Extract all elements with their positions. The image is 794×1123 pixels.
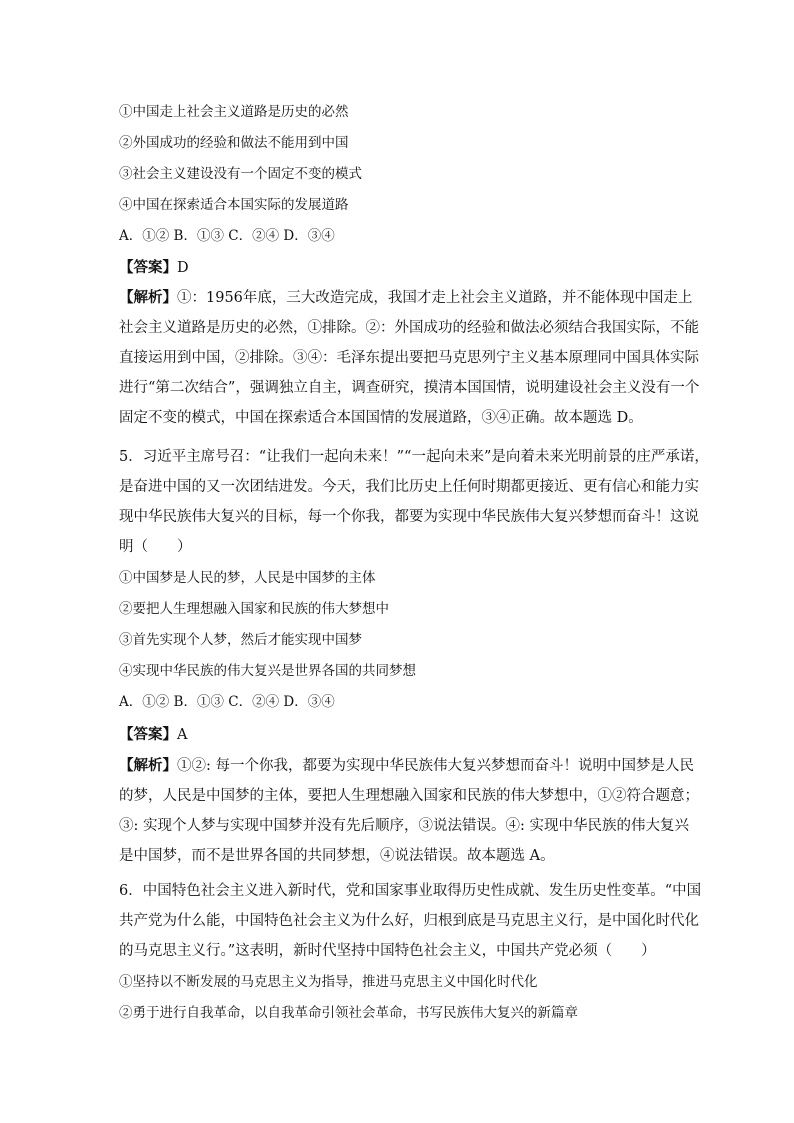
q4-analysis-line-2: 社会主义道路是历史的必然，①排除。②：外国成功的经验和做法必须结合我国实际，不能 [119,320,699,336]
q4-analysis-label: 【解析】 [119,289,177,306]
q5-answer-value: A [177,727,188,743]
q4-option-4: ④中国在探索适合本国实际的发展道路 [119,197,349,213]
q5-option-2: ②要把人生理想融入国家和民族的伟大梦想中 [119,601,389,617]
q5-choices: A．①② B．①③ C．②④ D．③④ [119,694,335,710]
q6-options [119,967,679,1029]
q5-options [119,563,679,718]
q4-analysis [119,283,700,433]
q5-analysis-line-3: ③: 实现个人梦与实现中国梦并没有先后顺序，③说法错误。④: 实现中华民族的伟大复兴 [119,818,689,834]
q5-option-1: ①中国梦是人民的梦，人民是中国梦的主体 [119,570,376,586]
q5-stem-line-3: 现中华民族伟大复兴的目标，每一个你我，都要为实现中华民族伟大复兴梦想而奋斗！这说 [119,509,699,525]
q5-analysis-line-2: 的梦，人民是中国梦的主体，要把人生理想融入国家和民族的伟大梦想中，①②符合题意； [119,788,699,804]
q5-analysis-line-4: 是中国梦，而不是世界各国的共同梦想，④说法错误。故本题选 A。 [119,848,555,864]
q4-answer-value: D [177,260,189,276]
q4-analysis-line-3: 直接运用到中国，②排除。③④：毛泽东提出要把马克思列宁主义基本原理同中国具体实际 [119,350,699,366]
q6-stem [119,876,702,966]
q5-stem-line-1: 5．习近平主席号召：“让我们一起向未来！”“一起向未来”是向着未来光明前景的庄严承诺， [119,449,709,465]
q5-analysis-line-1: ①②: 每一个你我，都要为实现中华民族伟大复兴梦想而奋斗！说明中国梦是人民 [177,758,694,774]
q4-option-3: ③社会主义建设没有一个固定不变的模式 [119,166,362,182]
q4-answer-label: 【答案】 [119,259,177,276]
q4-options [119,97,679,252]
q5-option-4: ④实现中华民族的伟大复兴是世界各国的共同梦想 [119,663,416,679]
q6-stem-line-2: 共产党为什么能，中国特色社会主义为什么好，归根到底是马克思主义行，是中国化时代化 [119,913,699,929]
q6-stem-line-3: 的马克思主义行。”这表明，新时代坚持中国特色社会主义，中国共产党必须（ ） [119,943,656,959]
q5-analysis [119,751,699,871]
q4-analysis-line-1: ①：1956年底，三大改造完成，我国才走上社会主义道路，并不能体现中国走上 [177,290,693,306]
q5-stem [119,442,709,562]
q4-analysis-line-5: 固定不变的模式，中国在探索适合本国国情的发展道路，③④正确。故本题选 D。 [119,410,643,426]
q5-analysis-label: 【解析】 [119,757,177,774]
q5-option-3: ③首先实现个人梦，然后才能实现中国梦 [119,632,362,648]
q5-answer [119,719,679,750]
q4-option-1: ①中国走上社会主义道路是历史的必然 [119,104,349,120]
q4-analysis-line-4: 进行“第二次结合”，强调独立自主，调查研究，摸清本国国情，说明建设社会主义没有一个 [119,380,700,396]
q5-stem-line-2: 是奋进中国的又一次团结进发。今天，我们比历史上任何时期都更接近、更有信心和能力实 [119,479,699,495]
q6-stem-line-1: 6．中国特色社会主义进入新时代，党和国家事业取得历史性成就、发生历史性变革。“中国 [119,883,702,899]
q5-stem-line-4: 明（ ） [119,539,192,555]
q4-option-2: ②外国成功的经验和做法不能用到中国 [119,135,349,151]
q5-answer-label: 【答案】 [119,726,177,743]
q6-option-2: ②勇于进行自我革命，以自我革命引领社会革命，书写民族伟大复兴的新篇章 [119,1005,578,1021]
q4-answer [119,252,679,283]
q6-option-1: ①坚持以不断发展的马克思主义为指导，推进马克思主义中国化时代化 [119,974,538,990]
q4-choices: A．①② B．①③ C．②④ D．③④ [119,228,335,244]
